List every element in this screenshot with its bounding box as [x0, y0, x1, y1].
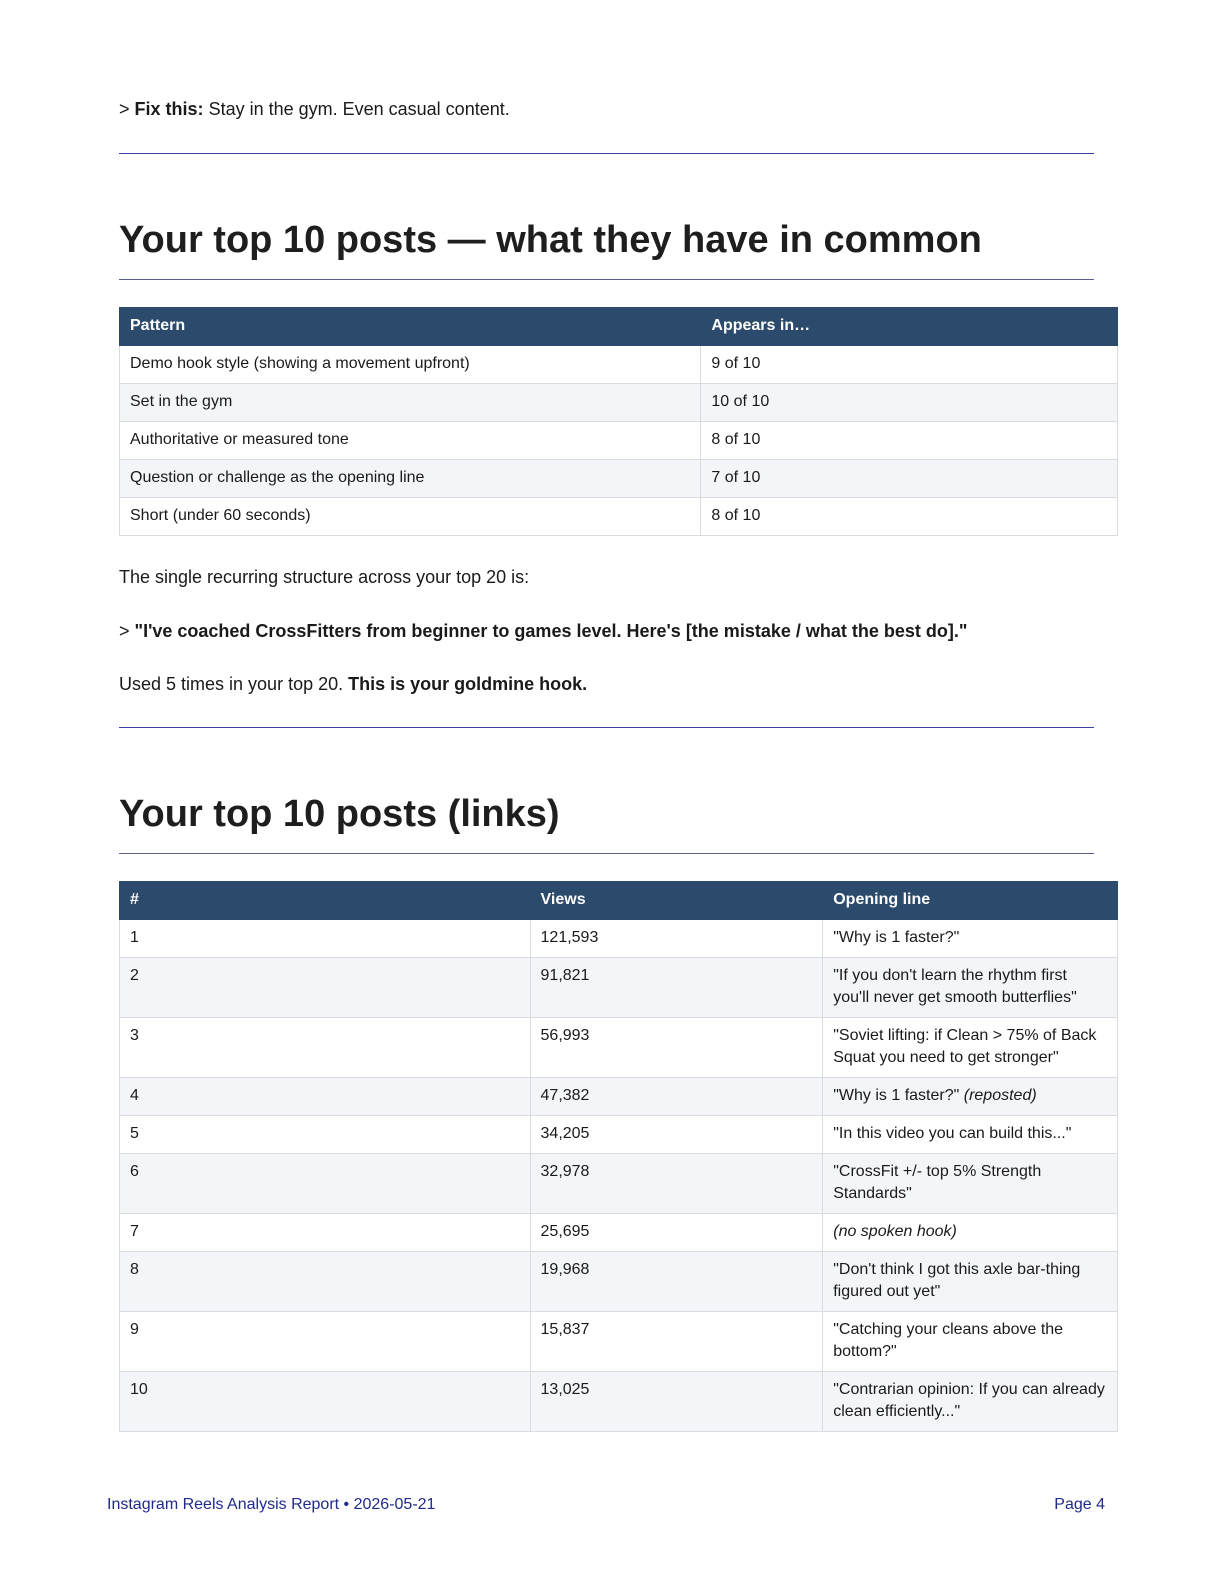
opening-line-cell — [823, 1312, 1118, 1372]
opening-line-text: "Catching your cleans above the bottom?" — [833, 1321, 1064, 1360]
usage-note — [119, 673, 587, 695]
opening-line-cell — [823, 920, 1118, 958]
views-cell: 47,382 — [530, 1078, 823, 1116]
pattern-cell: Authoritative or measured tone — [120, 422, 701, 460]
rank-cell: 10 — [120, 1372, 531, 1432]
section-divider — [119, 153, 1094, 154]
views-cell: 121,593 — [530, 920, 823, 958]
opening-line-cell — [823, 958, 1118, 1018]
table-row — [120, 1214, 1118, 1252]
patterns-header-row — [120, 308, 1118, 346]
section-title-common: Your top 10 posts — what they have in common — [119, 219, 982, 261]
table-row — [120, 1078, 1118, 1116]
table-row — [120, 920, 1118, 958]
opening-line-cell — [823, 1252, 1118, 1312]
no-hook-note: (no spoken hook) — [833, 1223, 957, 1240]
pattern-cell: Short (under 60 seconds) — [120, 498, 701, 536]
usage-bold: This is your goldmine hook. — [348, 674, 588, 694]
views-cell: 25,695 — [530, 1214, 823, 1252]
fix-label: Fix this: — [134, 99, 204, 119]
table-row — [120, 1372, 1118, 1432]
appears-cell: 10 of 10 — [701, 384, 1118, 422]
table-row — [120, 498, 1118, 536]
title-underline — [119, 279, 1094, 280]
table-row — [120, 460, 1118, 498]
table-row — [120, 1018, 1118, 1078]
pattern-cell: Set in the gym — [120, 384, 701, 422]
repost-note: (reposted) — [963, 1087, 1037, 1104]
views-cell: 56,993 — [530, 1018, 823, 1078]
rank-cell: 4 — [120, 1078, 531, 1116]
opening-line-text: "If you don't learn the rhythm first you'll never get smooth butterflies" — [833, 967, 1077, 1006]
appears-cell: 8 of 10 — [701, 498, 1118, 536]
appears-cell: 7 of 10 — [701, 460, 1118, 498]
opening-line-cell — [823, 1018, 1118, 1078]
fix-text: Stay in the gym. Even casual content. — [208, 99, 510, 119]
pattern-cell: Demo hook style (showing a movement upfront) — [120, 346, 701, 384]
appears-cell: 9 of 10 — [701, 346, 1118, 384]
quote-prefix: > — [119, 621, 130, 641]
opening-line-text: "Don't think I got this axle bar-thing figured out yet" — [833, 1261, 1081, 1300]
table-row — [120, 1116, 1118, 1154]
rank-cell: 3 — [120, 1018, 531, 1078]
table-row — [120, 958, 1118, 1018]
opening-line-text: "In this video you can build this..." — [833, 1125, 1072, 1142]
section-title-links: Your top 10 posts (links) — [119, 793, 560, 835]
opening-line-cell — [823, 1372, 1118, 1432]
rank-cell: 2 — [120, 958, 531, 1018]
column-header-views: Views — [530, 882, 823, 920]
table-row — [120, 346, 1118, 384]
footer-page-number: Page 4 — [1054, 1496, 1105, 1513]
opening-line-cell — [823, 1214, 1118, 1252]
table-row — [120, 384, 1118, 422]
table-row — [120, 1154, 1118, 1214]
column-header-appears: Appears in… — [701, 308, 1118, 346]
views-cell: 34,205 — [530, 1116, 823, 1154]
views-cell: 19,968 — [530, 1252, 823, 1312]
footer-report-title: Instagram Reels Analysis Report • 2026-05-21 — [107, 1496, 436, 1513]
views-cell: 32,978 — [530, 1154, 823, 1214]
goldmine-quote — [119, 620, 967, 642]
rank-cell: 1 — [120, 920, 531, 958]
column-header-pattern: Pattern — [120, 308, 701, 346]
appears-cell: 8 of 10 — [701, 422, 1118, 460]
rank-cell: 9 — [120, 1312, 531, 1372]
usage-text: Used 5 times in your top 20. — [119, 674, 344, 694]
pattern-cell: Question or challenge as the opening line — [120, 460, 701, 498]
quote-text: "I've coached CrossFitters from beginner to games level. Here's [the mistake / what the best do]." — [134, 621, 968, 641]
views-cell: 15,837 — [530, 1312, 823, 1372]
fix-prefix: > — [119, 99, 130, 119]
column-header-rank: # — [120, 882, 531, 920]
table-row — [120, 1312, 1118, 1372]
views-cell: 91,821 — [530, 958, 823, 1018]
table-row — [120, 1252, 1118, 1312]
opening-line-cell — [823, 1154, 1118, 1214]
opening-line-text: "CrossFit +/- top 5% Strength Standards" — [833, 1163, 1042, 1202]
table-row — [120, 422, 1118, 460]
posts-header-row — [120, 882, 1118, 920]
rank-cell: 8 — [120, 1252, 531, 1312]
rank-cell: 7 — [120, 1214, 531, 1252]
opening-line-text: "Contrarian opinion: If you can already clean efficiently..." — [833, 1381, 1105, 1420]
opening-line-text: "Soviet lifting: if Clean > 75% of Back Squat you need to get stronger" — [833, 1027, 1097, 1066]
views-cell: 13,025 — [530, 1372, 823, 1432]
top-posts-table — [119, 881, 1118, 1432]
opening-line-cell — [823, 1078, 1118, 1116]
section-divider — [119, 727, 1094, 728]
rank-cell: 6 — [120, 1154, 531, 1214]
title-underline — [119, 853, 1094, 854]
structure-intro: The single recurring structure across your top 20 is: — [119, 567, 530, 587]
column-header-opening-line: Opening line — [823, 882, 1118, 920]
patterns-table — [119, 307, 1118, 536]
fix-note — [119, 98, 510, 120]
opening-line-cell — [823, 1116, 1118, 1154]
opening-line-text: "Why is 1 faster?" — [833, 929, 960, 946]
opening-line-text: "Why is 1 faster?" — [833, 1087, 960, 1104]
rank-cell: 5 — [120, 1116, 531, 1154]
